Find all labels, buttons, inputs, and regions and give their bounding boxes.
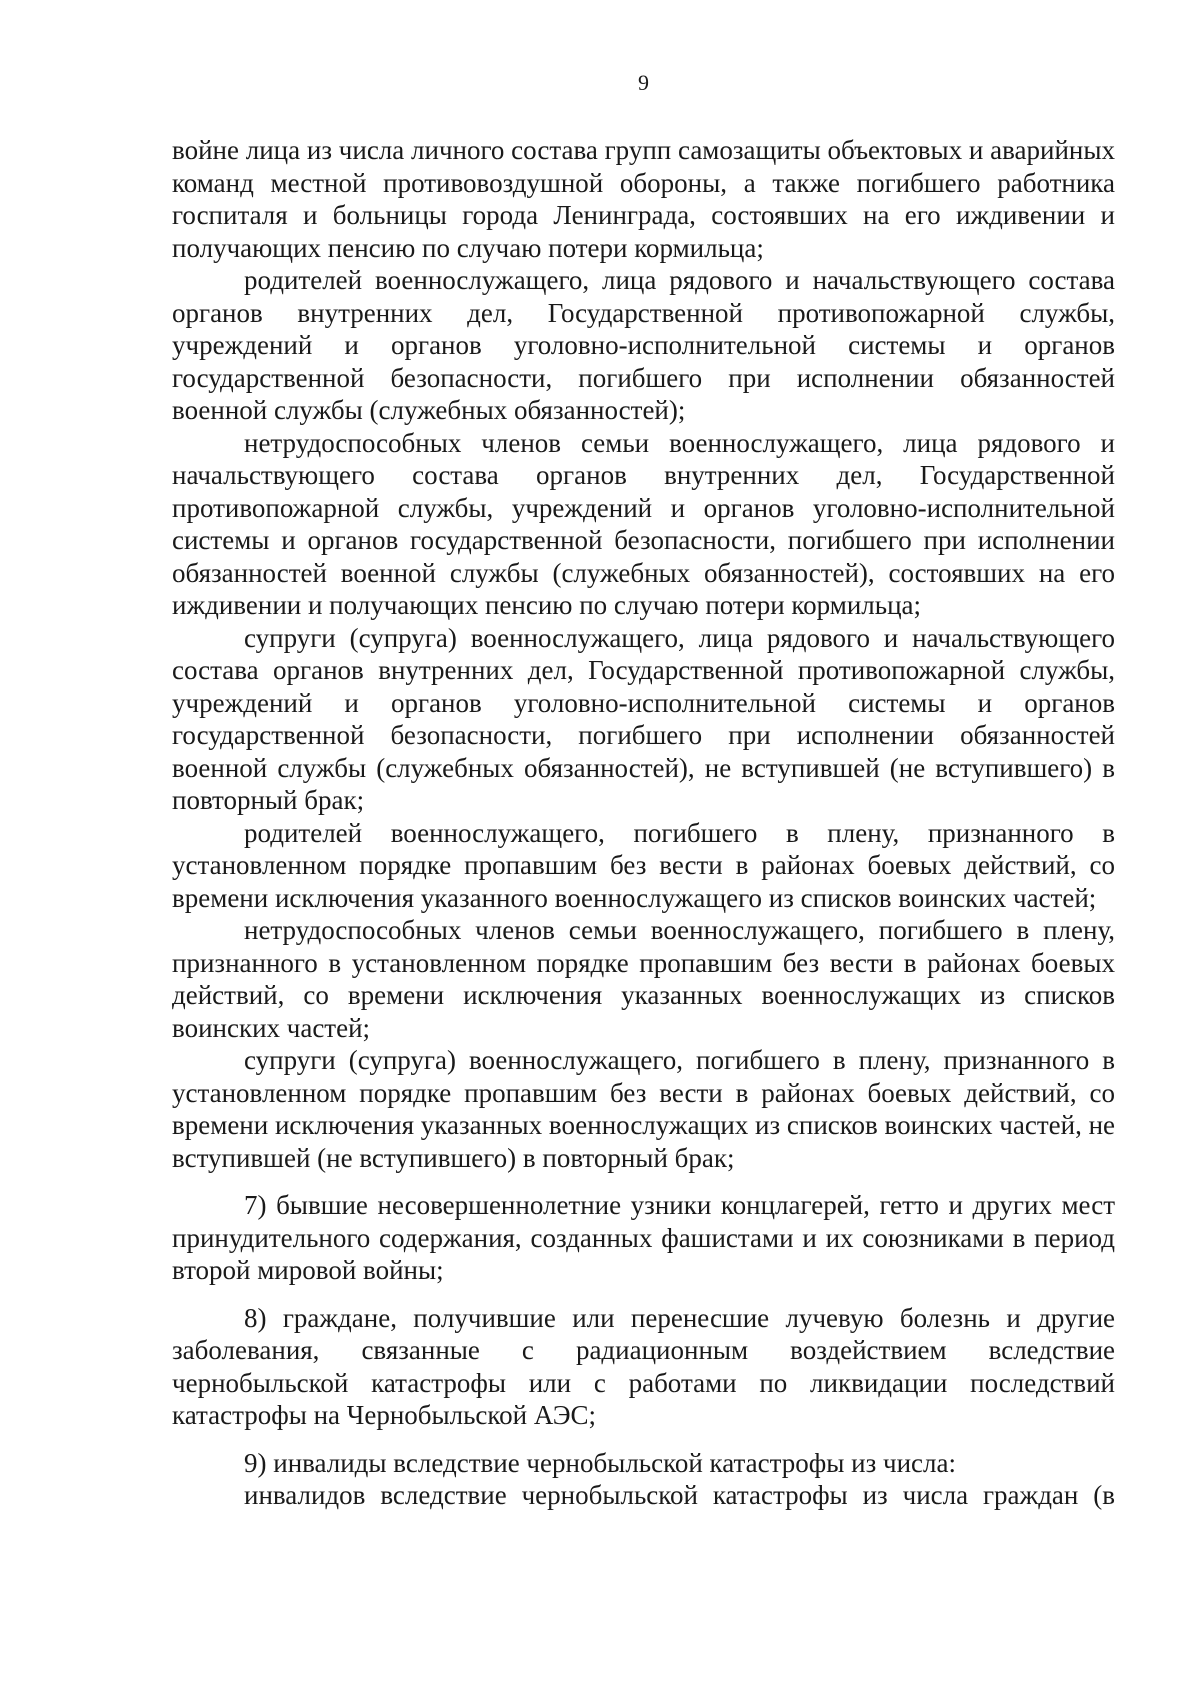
paragraph-continued: инвалидов вследствие чернобыльской катастрофы из числа граждан (в [244,1480,1115,1510]
paragraph: родителей военнослужащего, погибшего в плену, признанного в установленном порядке пропавшим без вести в районах боевых действий, со времени исключения указанного военнослужащего из списков воинских частей; [172,817,1115,913]
page-number: 9 [638,70,649,95]
paragraph: войне лица из числа личного состава групп самозащиты объектовых и аварийных команд местной противовоздушной обороны, а также погибшего работника госпиталя и больницы города Ленинграда, состоявших на его иждивении и получающих пенсию по случаю потери кормильца; [172,135,1115,263]
paragraph: нетрудоспособных членов семьи военнослужащего, погибшего в плену, признанного в установленном порядке пропавшим без вести в районах боевых действий, со времени исключения указанных военнослужащих из списков воинских частей; [172,915,1115,1043]
list-item-7: 7) бывшие несовершеннолетние узники концлагерей, гетто и других мест принудительного содержания, созданных фашистами и их союзниками в период второй мировой войны; [172,1190,1115,1285]
document-body [172,134,1115,1512]
paragraph: супруги (супруга) военнослужащего, лица рядового и начальствующего состава органов внутренних дел, Государственной противопожарной службы, учреждений и органов уголовно-исполнительной системы и органов государственной безопасности, погибшего при исполнении обязанностей военной службы (служебных обязанностей), не вступившей (не вступившего) в повторный брак; [172,622,1115,815]
paragraph: нетрудоспособных членов семьи военнослужащего, лица рядового и начальствующего состава органов внутренних дел, Государственной противопожарной службы, учреждений и органов уголовно-исполнительной системы и органов государственной безопасности, погибшего при исполнении обязанностей военной службы (служебных обязанностей), состоявших на его иждивении и получающих пенсию по случаю потери кормильца; [172,427,1115,620]
paragraph: родителей военнослужащего, лица рядового и начальствующего состава органов внутренних дел, Государственной противопожарной службы, учреждений и органов уголовно-исполнительной системы и органов государственной безопасности, погибшего при исполнении обязанностей военной службы (служебных обязанностей); [172,265,1115,425]
paragraph: супруги (супруга) военнослужащего, погибшего в плену, признанного в установленном порядке пропавшим без вести в районах боевых действий, со времени исключения указанных военнослужащих из списков воинских частей, не вступившей (не вступившего) в повторный брак; [172,1045,1116,1173]
list-item-9: 9) инвалиды вследствие чернобыльской катастрофы из числа: [244,1447,956,1478]
list-item-8: 8) граждане, получившие или перенесшие лучевую болезнь и другие заболевания, связанные с радиационным воздействием вследствие чернобыльской катастрофы или с работами по ликвидации последствий катастрофы на Чернобыльской АЭС; [172,1302,1115,1430]
